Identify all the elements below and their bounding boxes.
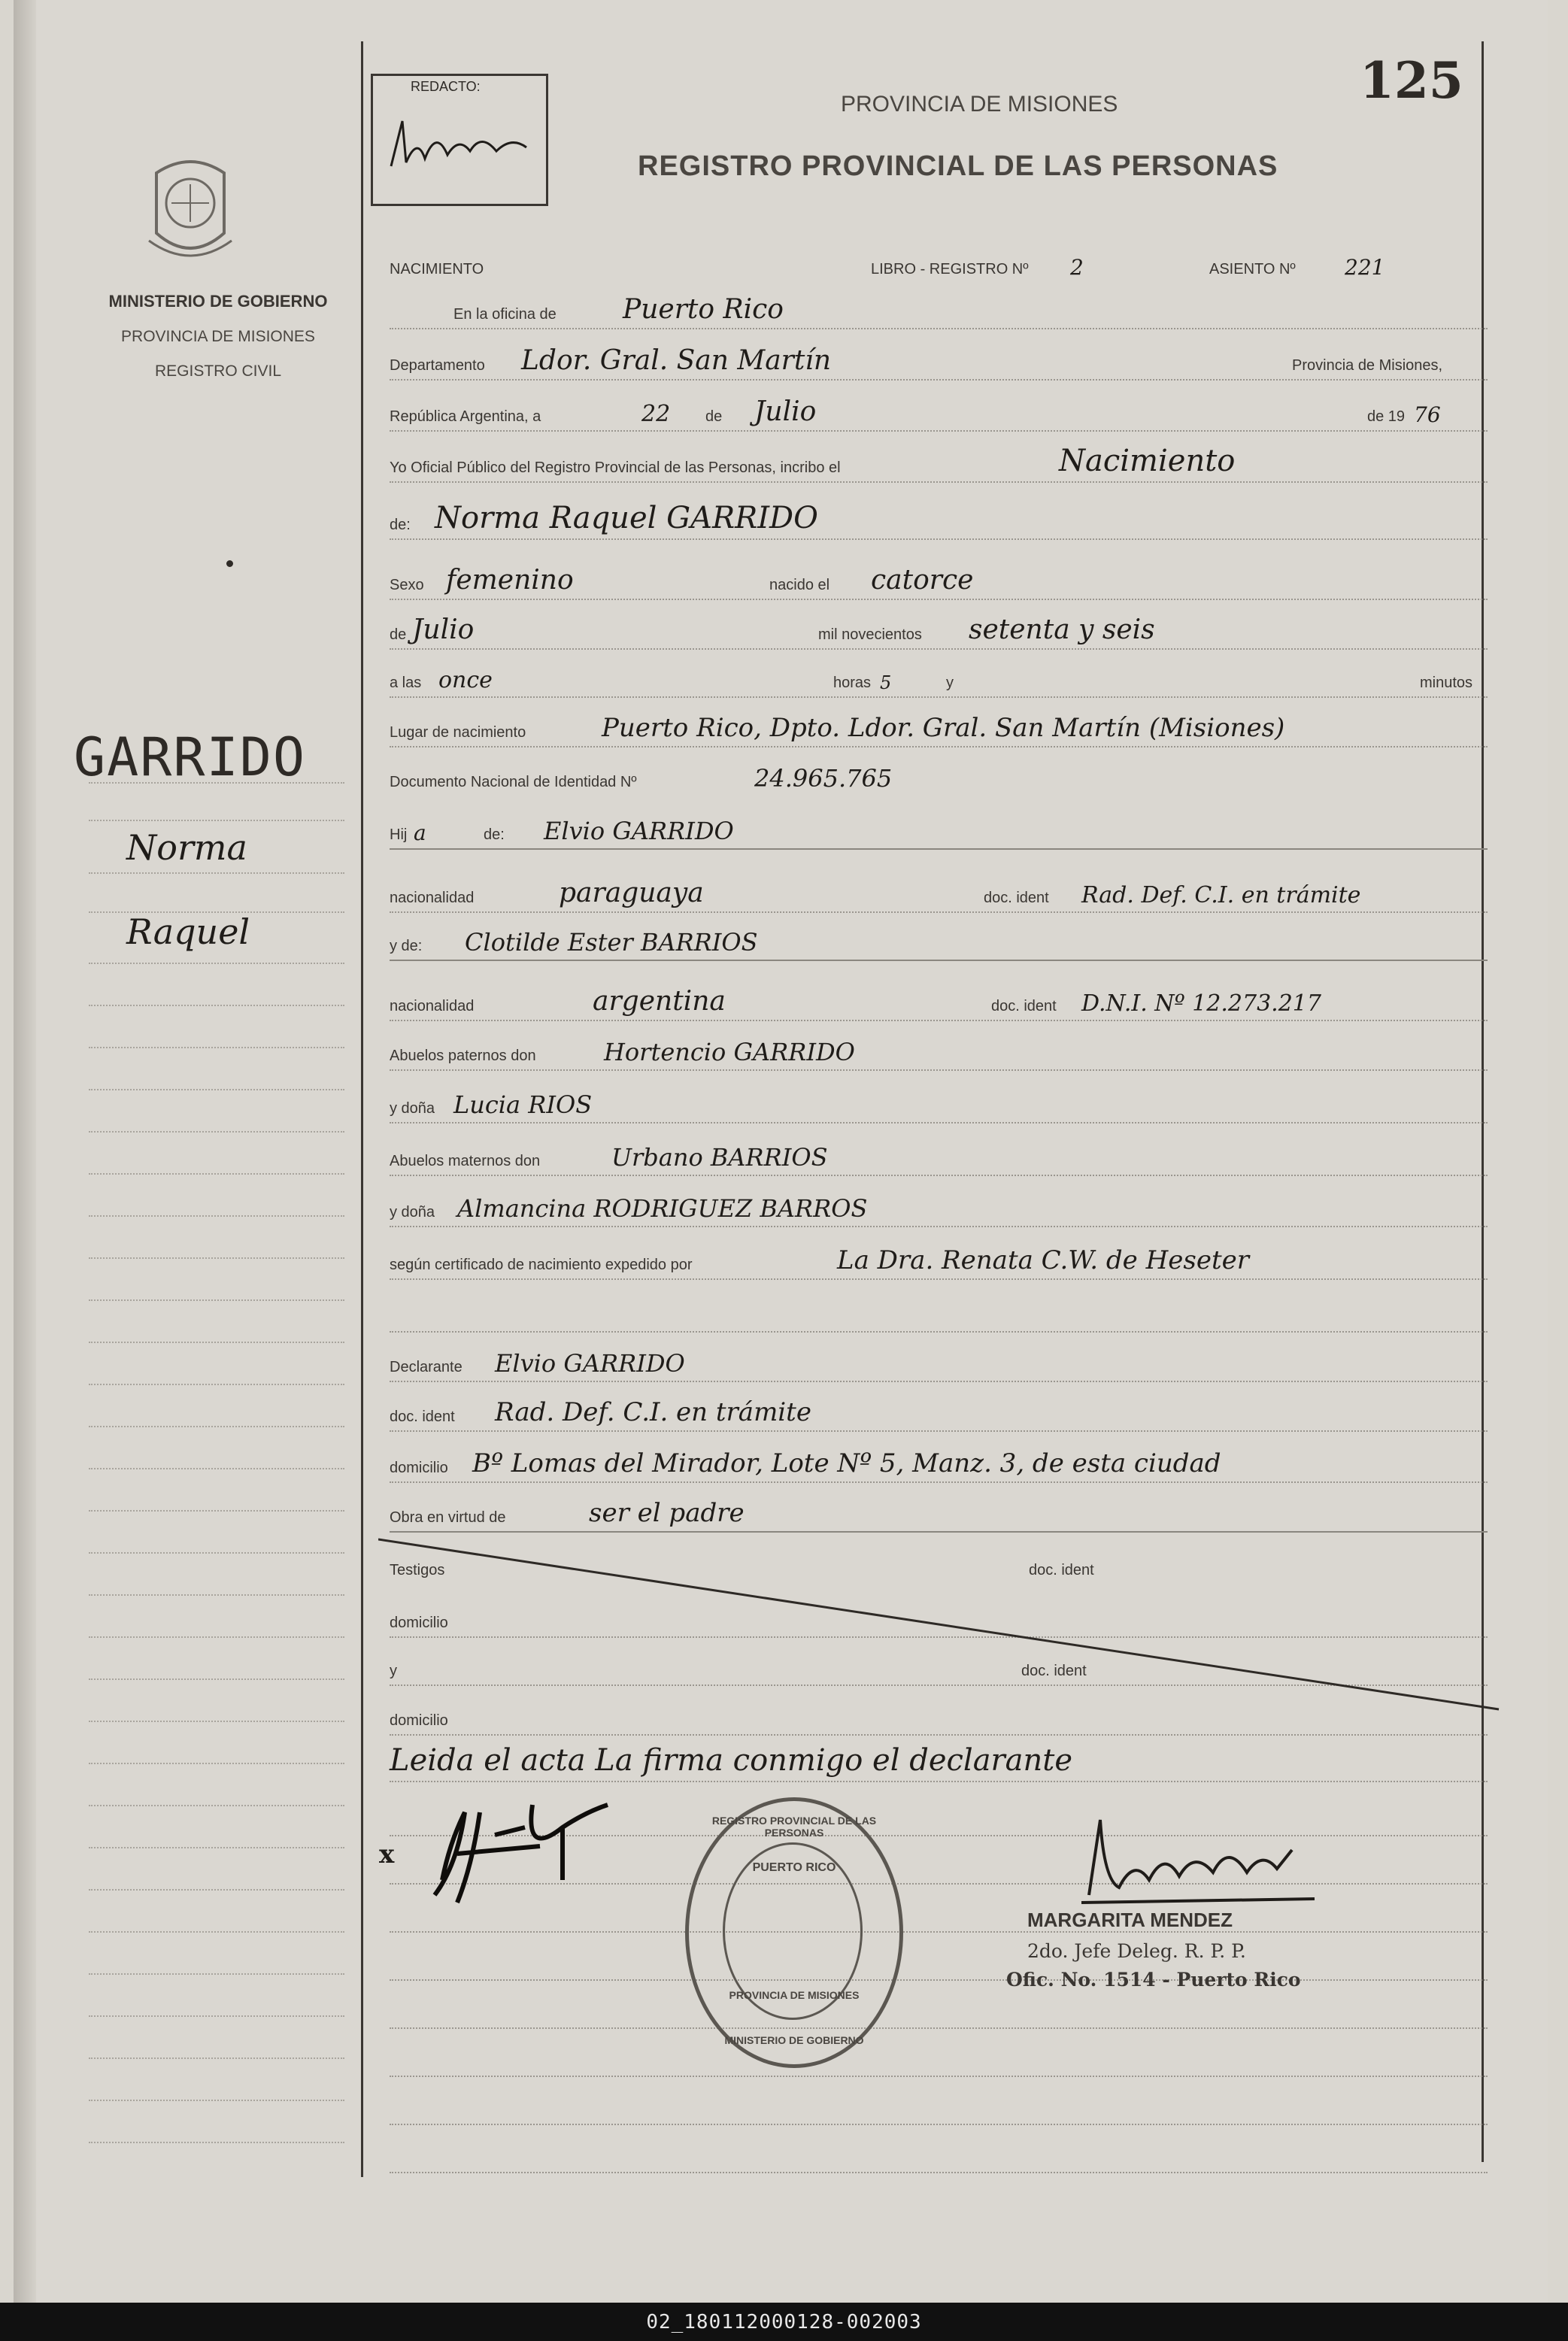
image-id-bar xyxy=(0,2303,1568,2341)
label-domicilio2: domicilio xyxy=(390,1615,448,1631)
redacto-label: REDACTO: xyxy=(411,79,481,94)
label-de3: de xyxy=(390,626,407,643)
value-mes: Julio xyxy=(754,396,817,427)
label-oficial: Yo Oficial Público del Registro Provincial de las Personas, incribo el xyxy=(390,459,841,476)
row-horas xyxy=(390,654,1488,698)
value-cert: La Dra. Renata C.W. de Heseter xyxy=(837,1245,1249,1275)
label-doc-padre: doc. ident xyxy=(984,890,1049,906)
stamp-ministry-text: MINISTERIO DE GOBIERNO xyxy=(724,2034,864,2046)
value-libro: 2 xyxy=(1070,255,1084,280)
row-declarante xyxy=(390,1339,1488,1382)
value-madre: Clotilde Ester BARRIOS xyxy=(465,928,758,957)
official-stamp xyxy=(685,1797,903,2068)
official-role: 2do. Jefe Deleg. R. P. P. xyxy=(1027,1940,1246,1962)
sidebar-civil: REGISTRO CIVIL xyxy=(154,362,282,380)
label-lugar: Lugar de nacimiento xyxy=(390,724,526,741)
row-oficial xyxy=(390,439,1488,483)
value-oficial: Nacimiento xyxy=(1059,444,1236,478)
label-anio: de 19 xyxy=(1367,408,1406,425)
row-oficina xyxy=(390,286,1488,329)
value-anio: 76 xyxy=(1414,402,1441,427)
x-mark: x xyxy=(379,1839,395,1869)
label-sexo: Sexo xyxy=(390,577,424,593)
label-obra: Obra en virtud de xyxy=(390,1509,506,1526)
label-doc-decl: doc. ident xyxy=(390,1409,455,1425)
sidebar-ministry: MINISTERIO DE GOBIERNO xyxy=(108,292,328,311)
value-abpat2: Lucia RIOS xyxy=(453,1090,593,1119)
cancel-diagonal xyxy=(378,1530,1506,1718)
row-sexo xyxy=(390,556,1488,600)
sidebar-name2: Raquel xyxy=(126,911,250,952)
row-abpat2 xyxy=(390,1080,1488,1123)
label-domicilio: domicilio xyxy=(390,1460,448,1476)
row-cert xyxy=(390,1236,1488,1280)
sidebar-name1: Norma xyxy=(126,827,247,868)
value-lugar: Puerto Rico, Dpto. Ldor. Gral. San Martín (Misiones) xyxy=(602,713,1285,743)
row-abmat2 xyxy=(390,1184,1488,1227)
value-padre: Elvio GARRIDO xyxy=(544,817,734,845)
value-abpat: Hortencio GARRIDO xyxy=(604,1038,855,1066)
label-nac-padre: nacionalidad xyxy=(390,890,475,906)
row-departamento xyxy=(390,337,1488,381)
label-y2: y xyxy=(390,1663,397,1679)
value-nombre: Norma Raquel GARRIDO xyxy=(435,501,818,535)
label-doc-madre: doc. ident xyxy=(991,998,1057,1014)
document-page xyxy=(14,0,1548,2303)
value-documento: 24.965.765 xyxy=(754,764,893,793)
label-nacido: nacido el xyxy=(769,577,830,593)
label-y: y xyxy=(946,675,954,691)
label-de: de xyxy=(705,408,723,425)
row-abpat xyxy=(390,1027,1488,1071)
label-provincia: Provincia de Misiones, xyxy=(1292,357,1443,374)
value-hija-suffix: a xyxy=(414,820,426,845)
label-de2: de: xyxy=(390,517,411,533)
left-margin-line xyxy=(361,41,363,2177)
row-abmat xyxy=(390,1133,1488,1176)
label-alas: a las xyxy=(390,675,422,691)
label-documento: Documento Nacional de Identidad Nº xyxy=(390,774,637,790)
value-horas: 5 xyxy=(880,672,892,693)
row-nac-padre xyxy=(390,869,1488,913)
row-nombre xyxy=(390,496,1488,540)
header-province: PROVINCIA DE MISIONES xyxy=(841,92,1118,117)
coat-of-arms xyxy=(141,150,239,271)
row-mil xyxy=(390,606,1488,650)
stamp-outer-text: REGISTRO PROVINCIAL DE LAS PERSONAS xyxy=(711,1815,877,1839)
value-nac-padre: paraguaya xyxy=(559,878,704,908)
value-declarante: Elvio GARRIDO xyxy=(495,1349,685,1378)
row-nacimiento xyxy=(390,241,1488,283)
row-doc-decl xyxy=(390,1388,1488,1432)
label-nac-madre: nacionalidad xyxy=(390,998,475,1014)
value-mes2: Julio xyxy=(412,614,475,645)
stamp-inner-text: PUERTO RICO xyxy=(752,1861,836,1874)
label-yde: y de: xyxy=(390,938,423,954)
row-documento xyxy=(390,754,1488,796)
label-minutos: minutos xyxy=(1420,675,1473,691)
label-declarante: Declarante xyxy=(390,1359,463,1375)
value-departamento: Ldor. Gral. San Martín xyxy=(521,345,832,376)
sidebar-surname: GARRIDO xyxy=(74,726,307,788)
label-cert: según certificado de nacimiento expedido por xyxy=(390,1257,693,1273)
row-nac-madre xyxy=(390,978,1488,1021)
redacto-box xyxy=(371,74,548,206)
label-horas: horas xyxy=(833,675,872,691)
value-nacido: catorce xyxy=(871,565,974,596)
value-asiento: 221 xyxy=(1345,255,1385,280)
value-domicilio: Bº Lomas del Mirador, Lote Nº 5, Manz. 3, de esta ciudad xyxy=(472,1448,1221,1478)
label-ydona2: y doña xyxy=(390,1204,435,1221)
label-de4: de: xyxy=(484,826,505,843)
value-nac-madre: argentina xyxy=(593,986,726,1017)
page-number: 125 xyxy=(1360,51,1463,110)
official-name: MARGARITA MENDEZ xyxy=(1027,1909,1233,1931)
label-doc-testigo1: doc. ident xyxy=(1029,1562,1094,1578)
value-abmat: Urbano BARRIOS xyxy=(611,1143,828,1172)
declarant-signature xyxy=(412,1782,638,1910)
row-madre xyxy=(390,917,1488,961)
row-domicilio xyxy=(390,1439,1488,1483)
label-abpat: Abuelos paternos don xyxy=(390,1048,536,1064)
label-type: NACIMIENTO xyxy=(390,261,484,277)
value-sexo: femenino xyxy=(446,565,574,596)
row-obra xyxy=(390,1489,1488,1533)
value-mil: setenta y seis xyxy=(969,614,1155,645)
value-leida: Leida el acta La firma conmigo el declarante xyxy=(390,1743,1073,1778)
dot-mark xyxy=(226,560,233,567)
row-lugar xyxy=(390,704,1488,747)
image-id: 02_180112000128-002003 xyxy=(646,2310,922,2333)
row-blank xyxy=(390,1289,1488,1333)
value-doc-madre: D.N.I. Nº 12.273.217 xyxy=(1081,990,1321,1017)
label-doc-testigo2: doc. ident xyxy=(1021,1663,1087,1679)
row-fecha xyxy=(390,388,1488,432)
row-leida xyxy=(390,1739,1488,1782)
label-oficina: En la oficina de xyxy=(453,306,557,323)
label-domicilio3: domicilio xyxy=(390,1712,448,1729)
stamp-bottom-text: PROVINCIA DE MISIONES xyxy=(729,1989,860,2001)
label-mil: mil novecientos xyxy=(818,626,922,643)
label-hija: Hij xyxy=(390,826,408,843)
value-obra: ser el padre xyxy=(589,1498,745,1528)
label-departamento: Departamento xyxy=(390,357,485,374)
value-abmat2: Almancina RODRIGUEZ BARROS xyxy=(457,1194,868,1223)
label-ydona: y doña xyxy=(390,1100,435,1117)
row-hija xyxy=(390,806,1488,850)
official-office: Ofic. No. 1514 - Puerto Rico xyxy=(1006,1969,1301,1991)
label-abmat: Abuelos maternos don xyxy=(390,1153,541,1169)
value-alas: once xyxy=(438,667,493,693)
label-republica: República Argentina, a xyxy=(390,408,541,425)
official-signature xyxy=(1066,1805,1337,1918)
label-libro: LIBRO - REGISTRO Nº xyxy=(871,261,1029,277)
value-doc-padre: Rad. Def. C.I. en trámite xyxy=(1081,882,1361,908)
header-registry: REGISTRO PROVINCIAL DE LAS PERSONAS xyxy=(638,150,1278,182)
redacto-signature xyxy=(384,106,534,189)
value-dia: 22 xyxy=(641,401,671,427)
label-asiento: ASIENTO Nº xyxy=(1209,261,1296,277)
value-doc-decl: Rad. Def. C.I. en trámite xyxy=(495,1397,811,1427)
label-testigos: Testigos xyxy=(390,1562,445,1578)
sidebar-province: PROVINCIA DE MISIONES xyxy=(121,328,315,345)
value-oficina: Puerto Rico xyxy=(623,294,784,325)
book-binding xyxy=(14,0,36,2303)
